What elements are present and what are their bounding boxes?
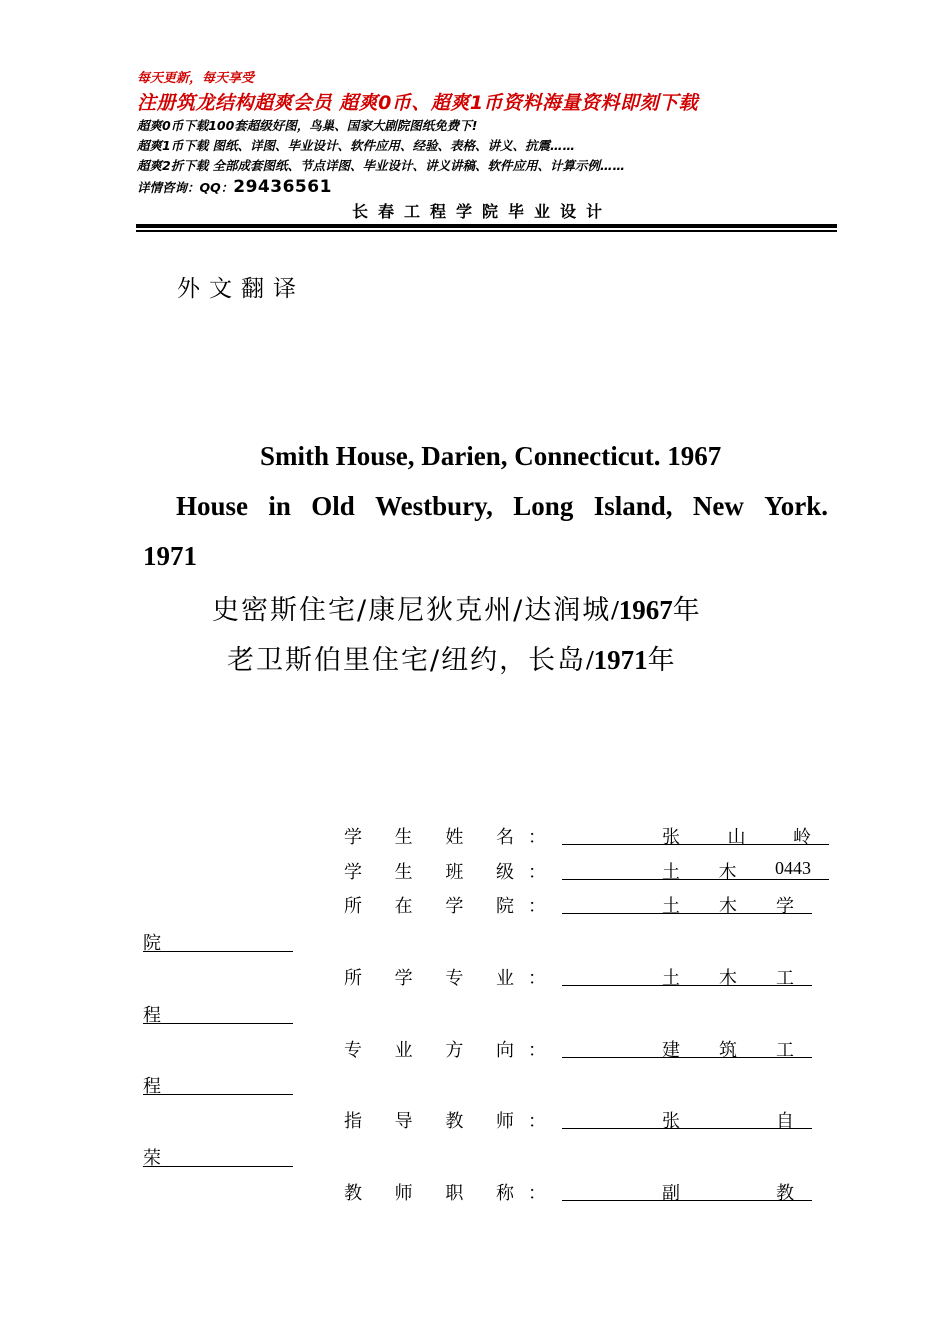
form-value-char: 张 — [662, 1111, 680, 1132]
form-value-char: 土 — [662, 862, 680, 883]
form-value-char: 木 — [719, 968, 737, 989]
promo-contact-label: 详情咨询：QQ： — [137, 180, 234, 195]
form-label-char: 导 — [394, 1111, 413, 1132]
form-label-char: 班 — [445, 862, 464, 883]
form-label-char: 院 — [495, 896, 514, 917]
form-label — [344, 964, 514, 990]
form-value-char: 自 — [776, 1111, 794, 1132]
form-label-char: 业 — [495, 968, 514, 989]
title-word: Island, — [593, 491, 673, 521]
form-label-char: 姓 — [445, 827, 464, 848]
form-colon: ： — [528, 896, 546, 917]
form-value-char: 教 — [776, 1183, 794, 1204]
title-word: York. — [764, 491, 828, 521]
form-value-field[interactable] — [562, 858, 829, 883]
form-value-char: 学 — [776, 896, 794, 917]
title-word: Long — [513, 491, 574, 521]
form-value-field[interactable] — [562, 892, 812, 917]
title-chinese-2-text: 老卫斯伯里住宅/纽约，长岛 — [227, 645, 587, 676]
promo-qq-number: 29436561 — [233, 177, 332, 197]
form-value-wrap: 荣 — [143, 1144, 293, 1167]
form-value-field[interactable] — [562, 823, 829, 848]
form-label-char: 在 — [394, 896, 413, 917]
form-value-char: 木 — [719, 896, 737, 917]
form-label — [344, 858, 514, 884]
title-chinese-2 — [227, 638, 677, 677]
form-label-char: 教 — [445, 1111, 464, 1132]
form-label-char: 所 — [344, 896, 362, 917]
form-value-wrap: 程 — [143, 1001, 293, 1024]
form-value-char: 副 — [662, 1183, 680, 1204]
form-label-char: 专 — [445, 968, 464, 989]
form-value-field[interactable] — [562, 964, 812, 989]
form-label — [344, 1036, 514, 1062]
promo-line-2: 超爽1币下载 图纸、详图、毕业设计、软件应用、经验、表格、讲义、抗震…… — [137, 138, 576, 153]
school-header: 长春工程学院毕业设计 — [352, 202, 613, 221]
title-chinese-2-year: /1971 — [586, 645, 648, 675]
form-value-wrap: 院 — [143, 929, 293, 952]
header-rule-thick — [136, 224, 837, 228]
form-value-char: 工 — [776, 968, 794, 989]
form-value-char: 工 — [776, 1040, 794, 1061]
title-word: Old — [311, 491, 355, 521]
title-chinese-1-suffix: 年 — [672, 595, 702, 626]
section-label: 外文翻译 — [177, 276, 305, 302]
form-value-field[interactable] — [562, 1107, 812, 1132]
form-value-char: 土 — [662, 968, 680, 989]
form-colon: ： — [528, 862, 546, 883]
form-value-char: 木 — [718, 862, 737, 883]
form-label-char: 教 — [344, 1183, 362, 1204]
form-label-char: 职 — [445, 1183, 464, 1204]
form-value-char: 山 — [727, 827, 746, 848]
form-label — [344, 823, 514, 849]
form-label — [344, 1179, 514, 1205]
form-colon: ： — [528, 827, 546, 848]
form-label-char: 名 — [495, 827, 514, 848]
form-label-char: 学 — [394, 968, 413, 989]
form-label-char: 业 — [394, 1040, 413, 1061]
form-value-char: 岭 — [793, 827, 811, 848]
title-english-2-year: 1971 — [143, 541, 197, 571]
form-label-char: 生 — [394, 827, 413, 848]
form-colon: ： — [528, 1111, 546, 1132]
form-label-char: 生 — [394, 862, 413, 883]
form-label-char: 师 — [394, 1183, 413, 1204]
form-label-char: 专 — [344, 1040, 362, 1061]
promo-line-3: 超爽2折下载 全部成套图纸、节点详图、毕业设计、讲义讲稿、软件应用、计算示例…… — [137, 158, 626, 173]
form-value-char: 张 — [662, 827, 680, 848]
form-value-char: 土 — [662, 896, 680, 917]
promo-tagline: 每天更新，每天享受 — [137, 71, 255, 86]
form-label-char: 称 — [495, 1183, 514, 1204]
form-label-char: 向 — [495, 1040, 514, 1061]
form-label-char: 级 — [495, 862, 514, 883]
title-chinese-1 — [212, 588, 702, 627]
promo-contact — [137, 177, 332, 197]
header-rule-thin — [136, 230, 837, 232]
title-word: New — [692, 491, 744, 521]
form-value-char: 建 — [662, 1040, 680, 1061]
form-label-char: 指 — [344, 1111, 362, 1132]
form-colon: ： — [528, 1183, 546, 1204]
form-label-char: 学 — [445, 896, 464, 917]
form-colon: ： — [528, 968, 546, 989]
promo-line-1: 超爽0币下载100套超级好图，鸟巢、国家大剧院图纸免费下! — [137, 118, 478, 133]
form-label-char: 方 — [445, 1040, 464, 1061]
form-value-wrap: 程 — [143, 1072, 293, 1095]
form-value-field[interactable] — [562, 1179, 812, 1204]
form-value-char: 筑 — [719, 1040, 737, 1061]
title-chinese-2-suffix: 年 — [647, 645, 677, 676]
form-colon: ： — [528, 1040, 546, 1061]
title-word: House — [176, 491, 249, 521]
title-english-2-words — [176, 491, 828, 522]
title-chinese-1-year: /1967 — [611, 595, 673, 625]
form-value-field[interactable] — [562, 1036, 812, 1061]
title-word: Westbury, — [375, 491, 493, 521]
form-label — [344, 892, 514, 918]
title-english-1: Smith House, Darien, Connecticut. 1967 — [260, 441, 722, 471]
form-label-char: 学 — [344, 827, 362, 848]
form-label — [344, 1107, 514, 1133]
title-word: in — [268, 491, 291, 521]
form-label-char: 师 — [495, 1111, 514, 1132]
form-label-char: 所 — [344, 968, 362, 989]
promo-headline[interactable]: 注册筑龙结构超爽会员 超爽0币、超爽1币资料海量资料即刻下载 — [137, 92, 699, 114]
form-label-char: 学 — [344, 862, 362, 883]
form-value-char: 0443 — [775, 858, 811, 878]
title-english-2 — [176, 491, 828, 522]
title-chinese-1-text: 史密斯住宅/康尼狄克州/达润城 — [212, 595, 612, 626]
